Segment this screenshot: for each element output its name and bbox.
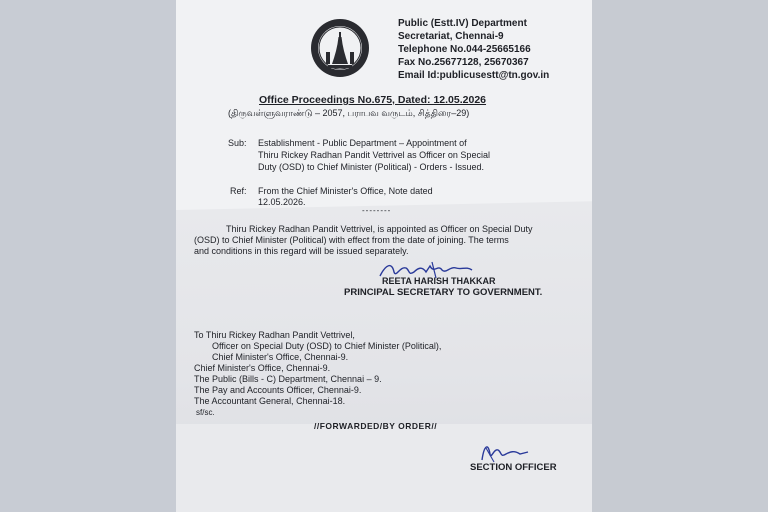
subject-label: Sub: <box>228 138 247 148</box>
subject-line-3: Duty (OSD) to Chief Minister (Political) - Orders - Issued. <box>258 162 485 172</box>
recipient-line-5: The Public (Bills - C) Department, Chennai – 9. <box>194 374 382 384</box>
recipient-line-4: Chief Minister's Office, Chennai-9. <box>194 363 331 373</box>
recipient-line-6: The Pay and Accounts Officer, Chennai-9. <box>194 385 362 395</box>
reference-line-2: 12.05.2026. <box>258 197 306 207</box>
background-right <box>592 0 768 512</box>
reference-initials: sf/sc. <box>196 408 215 417</box>
secretariat-address: Secretariat, Chennai-9 <box>398 31 504 42</box>
forwarded-by-order: //FORWARDED/BY ORDER// <box>314 421 438 431</box>
background-left <box>0 0 176 512</box>
order-line-1: Thiru Rickey Radhan Pandit Vettrivel, is appointed as Officer on Special Duty <box>226 224 533 234</box>
recipient-line-7: The Accountant General, Chennai-18. <box>194 396 346 406</box>
email-address: Email Id:publicusestt@tn.gov.in <box>398 70 550 81</box>
tamil-date-line: (திருவள்ளுவராண்டு – 2057, பராபவ வருடம், சித்திரை–29) <box>228 108 470 118</box>
order-line-2: (OSD) to Chief Minister (Political) with effect from the date of joining. The terms <box>194 235 509 245</box>
department-name: Public (Estt.IV) Department <box>398 18 527 29</box>
telephone-number: Telephone No.044-25665166 <box>398 44 531 55</box>
recipient-line-1: To Thiru Rickey Radhan Pandit Vettrivel, <box>194 330 355 340</box>
section-officer-signature-icon <box>476 440 536 464</box>
reference-label: Ref: <box>230 186 247 196</box>
recipient-line-3: Chief Minister's Office, Chennai-9. <box>212 352 349 362</box>
reference-line-1: From the Chief Minister's Office, Note dated <box>258 186 433 196</box>
order-line-3: and conditions in this regard will be issued separately. <box>194 246 409 256</box>
signatory-title: PRINCIPAL SECRETARY TO GOVERNMENT. <box>344 287 543 298</box>
fax-number: Fax No.25677128, 25670367 <box>398 57 529 68</box>
tamil-nadu-emblem-icon <box>310 18 370 78</box>
section-officer-label: SECTION OFFICER <box>470 462 557 473</box>
separator-line: -------- <box>362 206 392 215</box>
recipient-line-2: Officer on Special Duty (OSD) to Chief Minister (Political), <box>212 341 442 351</box>
document-page <box>176 0 592 512</box>
proceedings-title: Office Proceedings No.675, Dated: 12.05.2026 <box>259 94 487 106</box>
subject-line-1: Establishment - Public Department – Appointment of <box>258 138 467 148</box>
signatory-name: REETA HARISH THAKKAR <box>382 276 496 286</box>
subject-line-2: Thiru Rickey Radhan Pandit Vettrivel as Officer on Special <box>258 150 490 160</box>
